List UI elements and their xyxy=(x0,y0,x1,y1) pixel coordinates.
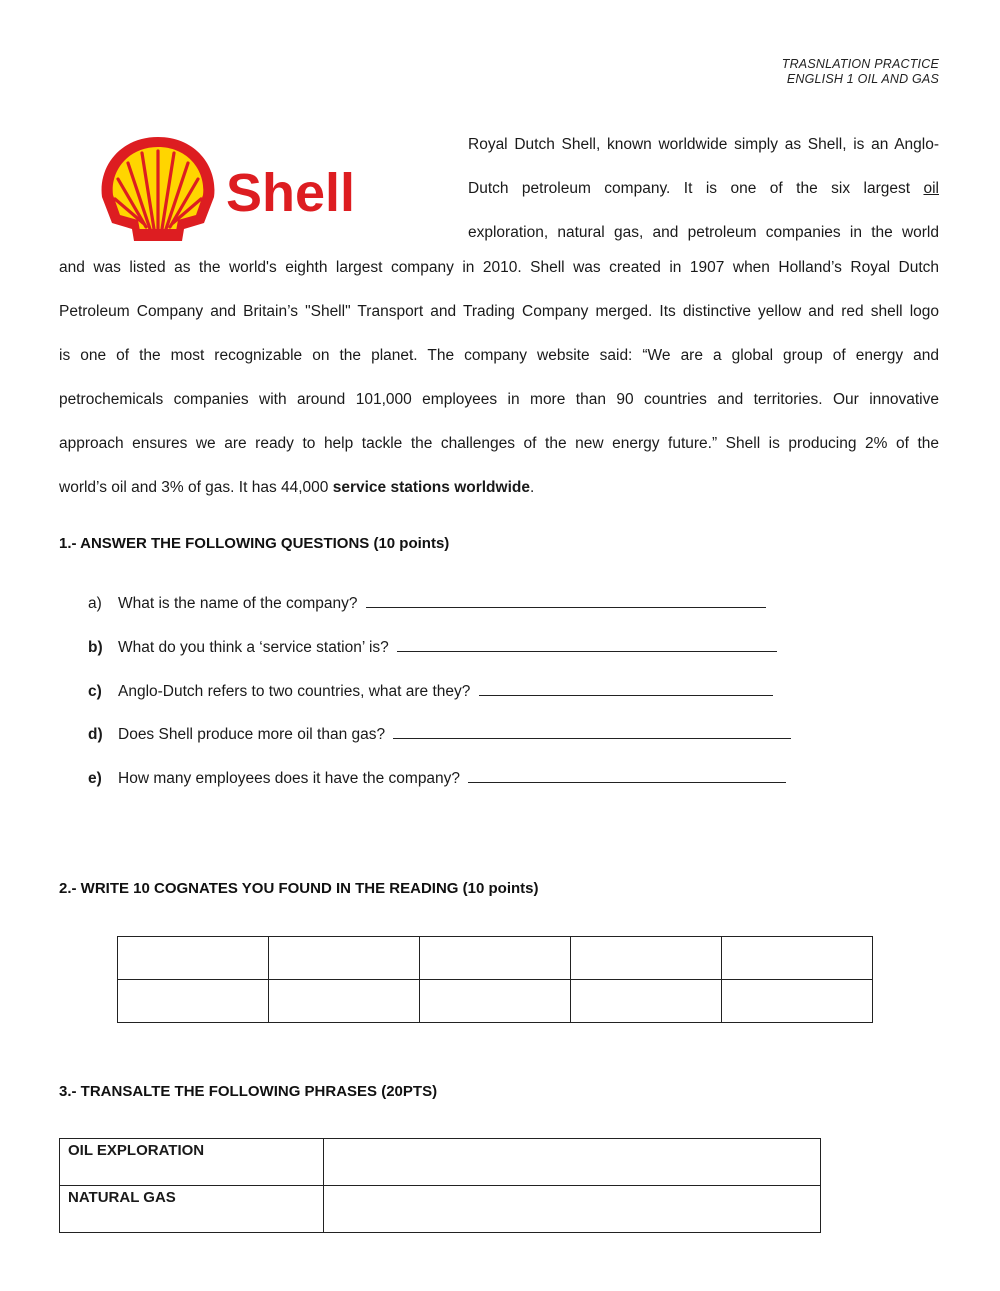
reading-line-2 xyxy=(468,167,939,211)
reading-line-1: Royal Dutch Shell, known worldwide simply as Shell, is an Anglo- xyxy=(468,136,939,153)
phrase-label: OIL EXPLORATION xyxy=(60,1139,324,1186)
question-a xyxy=(88,591,766,613)
answer-line-e[interactable] xyxy=(468,766,786,783)
cognate-cell[interactable] xyxy=(420,980,571,1023)
question-letter: e) xyxy=(88,770,102,787)
reading-line-9-text: world’s oil and 3% of gas. It has 44,000 xyxy=(59,479,333,496)
section-1-title: 1.- ANSWER THE FOLLOWING QUESTIONS (10 points) xyxy=(59,535,450,552)
reading-line-2-text: Dutch petroleum company. It is one of the six largest xyxy=(468,180,924,197)
table-row xyxy=(118,980,873,1023)
translation-cell[interactable] xyxy=(324,1186,821,1233)
cognates-table xyxy=(117,936,873,1023)
reading-line-3: exploration, natural gas, and petroleum companies in the world xyxy=(468,224,939,241)
shell-pecten-icon xyxy=(102,137,215,241)
reading-line-7: petrochemicals companies with around 101,000 employees in more than 90 countries and territories. Our innovative xyxy=(59,391,939,408)
header-line-1: TRASNLATION PRACTICE xyxy=(781,57,939,71)
header-line-2: ENGLISH 1 OIL AND GAS xyxy=(786,72,939,86)
cognate-cell[interactable] xyxy=(269,980,420,1023)
reading-intro xyxy=(468,123,939,255)
question-text: How many employees does it have the company? xyxy=(118,770,465,787)
reading-line-9-end: . xyxy=(529,479,535,496)
bold-phrase: service stations worldwide xyxy=(332,479,530,496)
translation-cell[interactable] xyxy=(324,1139,821,1186)
reading-line-8: approach ensures we are ready to help tackle the challenges of the new energy future.” Shell is producing 2% of the xyxy=(59,435,939,452)
shell-logo xyxy=(98,133,410,249)
answer-line-d[interactable] xyxy=(393,722,791,739)
question-letter: b) xyxy=(88,639,103,656)
answer-line-b[interactable] xyxy=(397,635,777,652)
reading-line-9 xyxy=(59,466,939,510)
reading-body xyxy=(59,246,939,510)
question-letter: c) xyxy=(88,683,102,700)
cognate-cell[interactable] xyxy=(118,937,269,980)
answer-line-a[interactable] xyxy=(366,591,766,608)
answer-line-c[interactable] xyxy=(479,679,773,696)
header-note xyxy=(782,57,939,87)
cognate-cell[interactable] xyxy=(722,980,873,1023)
question-letter: d) xyxy=(88,726,103,743)
reading-line-6: is one of the most recognizable on the planet. The company website said: “We are a global group of energy and xyxy=(59,347,939,364)
phrase-label: NATURAL GAS xyxy=(60,1186,324,1233)
translation-table xyxy=(59,1138,821,1233)
underlined-word-oil: oil xyxy=(923,180,939,197)
reading-line-4: and was listed as the world's eighth largest company in 2010. Shell was created in 1907 when Holland’s Royal Dutch xyxy=(59,259,939,276)
question-c xyxy=(88,679,773,701)
cognate-cell[interactable] xyxy=(722,937,873,980)
cognate-cell[interactable] xyxy=(420,937,571,980)
cognate-cell[interactable] xyxy=(269,937,420,980)
question-text: Anglo-Dutch refers to two countries, what are they? xyxy=(118,683,475,700)
section-2-title: 2.- WRITE 10 COGNATES YOU FOUND IN THE READING (10 points) xyxy=(59,880,539,897)
question-text: What is the name of the company? xyxy=(118,595,362,612)
cognate-cell[interactable] xyxy=(571,980,722,1023)
question-b xyxy=(88,635,777,657)
reading-line-5: Petroleum Company and Britain’s "Shell" Transport and Trading Company merged. Its distinctive yellow and red shell logo xyxy=(59,303,939,320)
question-text: What do you think a ‘service station’ is? xyxy=(118,639,394,656)
question-text: Does Shell produce more oil than gas? xyxy=(118,726,390,743)
table-row xyxy=(60,1139,821,1186)
section-3-title: 3.- TRANSALTE THE FOLLOWING PHRASES (20PTS) xyxy=(59,1083,438,1100)
question-e xyxy=(88,766,786,788)
question-d xyxy=(88,722,791,744)
shell-wordmark: Shell xyxy=(226,163,356,223)
question-letter: a) xyxy=(88,595,102,612)
cognate-cell[interactable] xyxy=(118,980,269,1023)
table-row xyxy=(118,937,873,980)
cognate-cell[interactable] xyxy=(571,937,722,980)
table-row xyxy=(60,1186,821,1233)
